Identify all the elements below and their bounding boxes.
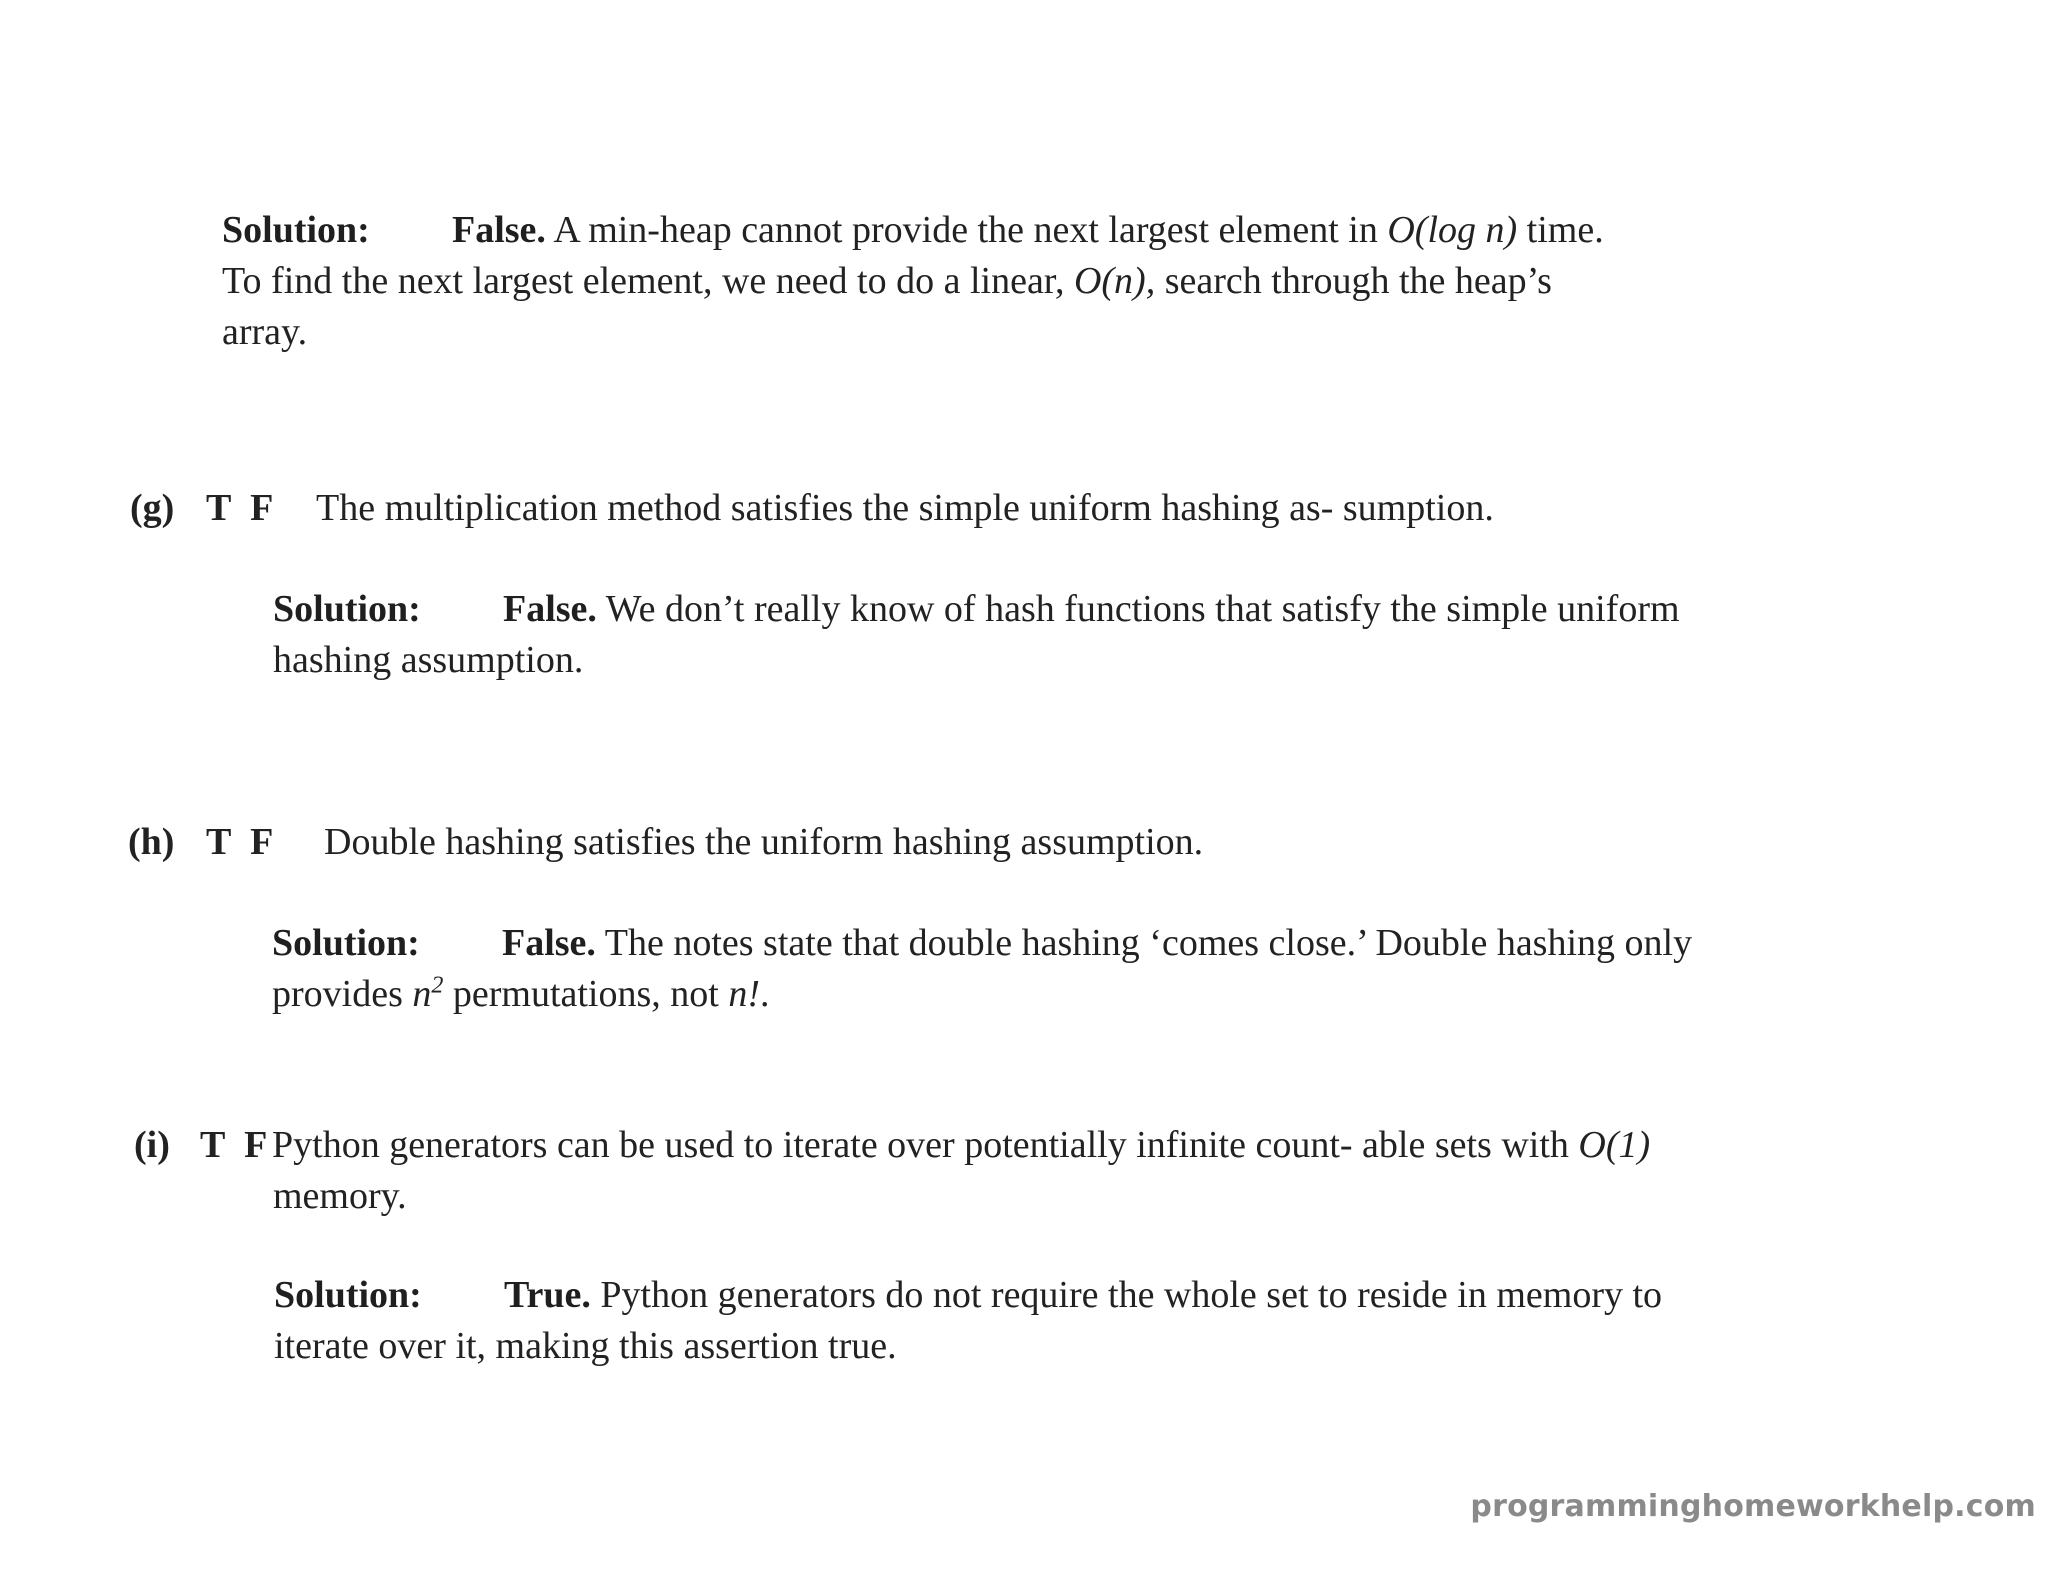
question-text: Python generators can be used to iterate over potentially infinite count- able sets with: [272, 1124, 1569, 1166]
question-i-line-1: [134, 1120, 1650, 1171]
true-false-options: T F: [206, 487, 274, 529]
watermark: programminghomeworkhelp.com: [1470, 1489, 2036, 1524]
solution-text: .: [760, 973, 770, 1015]
solution-label: Solution:: [222, 209, 370, 251]
question-text: Double hashing satisfies the uniform hashing assumption.: [324, 821, 1204, 863]
question-number: (g): [130, 487, 175, 529]
solution-text: Python generators do not require the whole set to reside in memory to: [600, 1274, 1663, 1316]
solution-text: provides: [272, 973, 403, 1015]
true-false-options: T F: [200, 1124, 268, 1166]
math-expression: O(1): [1578, 1124, 1651, 1166]
question-number: (i): [134, 1124, 170, 1166]
solution-text: We don’t really know of hash functions that satisfy the simple uniform: [605, 588, 1680, 630]
solution-h: [272, 918, 1692, 1020]
question-text: The multiplication method satisfies the simple uniform hashing as- sumption.: [316, 487, 1494, 529]
question-h: [128, 817, 1203, 868]
question-i-line-2: [134, 1171, 1650, 1222]
solution-g: [273, 584, 1680, 686]
solution-i-line-1: [274, 1270, 1662, 1321]
math-exponent: 2: [431, 972, 444, 999]
question-text: memory.: [273, 1175, 407, 1217]
solution-text: search through the heap’s: [1164, 260, 1552, 302]
solution-h-line-1: [272, 918, 1692, 969]
solution-g-line-1: [273, 584, 1680, 635]
question-g: [130, 483, 1494, 534]
true-false-options: T F: [206, 821, 274, 863]
solution-verdict: False.: [503, 588, 597, 630]
solution-text: The notes state that double hashing ‘comes close.’ Double hashing only: [604, 922, 1693, 964]
solution-g-line-2: hashing assumption.: [273, 639, 584, 681]
solution-f-line-2: [222, 256, 1604, 307]
solution-f-line-3: array.: [222, 311, 308, 353]
solution-verdict: False.: [452, 209, 546, 251]
solution-text: time.: [1526, 209, 1604, 251]
math-expression: O(n),: [1073, 260, 1156, 302]
solution-label: Solution:: [273, 588, 421, 630]
solution-text: To find the next largest element, we need to do a linear,: [222, 260, 1065, 302]
question-number: (h): [128, 821, 175, 863]
solution-label: Solution:: [272, 922, 420, 964]
solution-text: permutations, not: [452, 973, 719, 1015]
solution-h-line-2: [272, 969, 1692, 1020]
solution-verdict: True.: [504, 1274, 591, 1316]
question-i: [134, 1120, 1650, 1222]
solution-text: A min-heap cannot provide the next largest element in: [553, 209, 1378, 251]
math-expression: O(log n): [1387, 209, 1518, 251]
solution-verdict: False.: [502, 922, 596, 964]
solution-f-line-1: [222, 205, 1604, 256]
math-expression: [412, 973, 443, 1015]
solution-i-line-2: iterate over it, making this assertion true.: [274, 1325, 897, 1367]
math-variable: n: [412, 973, 432, 1015]
solution-f: [222, 205, 1604, 358]
solution-i: [274, 1270, 1662, 1372]
math-expression: n!: [728, 973, 760, 1015]
solution-label: Solution:: [274, 1274, 422, 1316]
